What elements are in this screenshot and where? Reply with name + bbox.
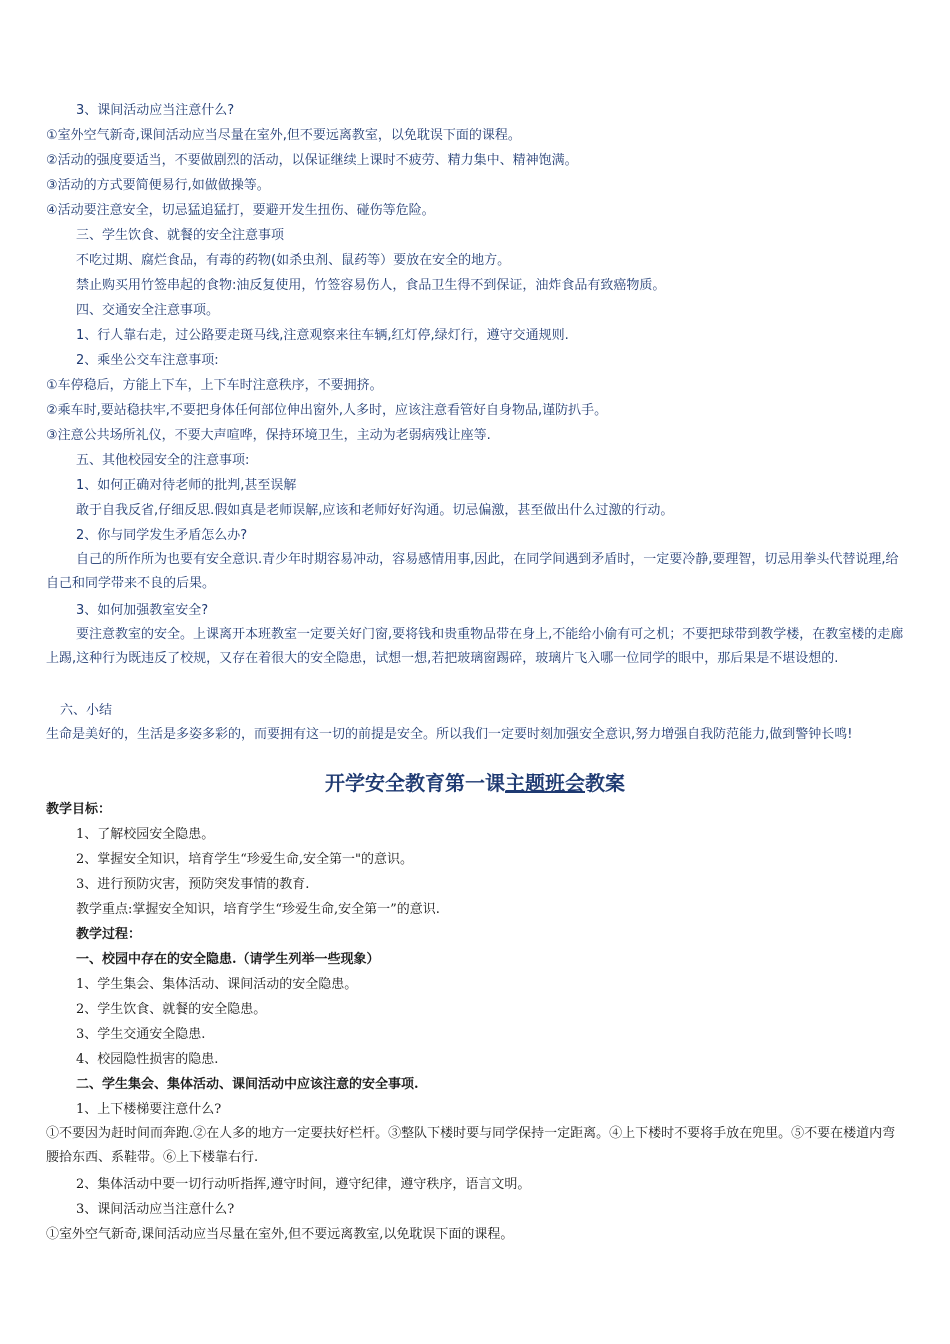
text-line: 敢于自我反省,仔细反思.假如真是老师误解,应该和老师好好沟通。切忌偏激，甚至做出什么过激的行动。 [76,503,674,518]
goal-heading: 教学目标： [46,802,112,817]
section-heading: 一、校园中存在的安全隐患.（请学生列举一些现象） [76,952,380,967]
text-line: ①车停稳后，方能上下车，上下车时注意秩序，不要拥挤。 [46,378,383,393]
text-line: 1、学生集会、集体活动、课间活动的安全隐患。 [76,977,358,992]
text-line: ③活动的方式要简便易行,如做做操等。 [46,178,270,193]
text-line: ①室外空气新奇,课间活动应当尽量在室外,但不要远离教室，以免耽误下面的课程。 [46,128,521,143]
section-heading: 四、交通安全注意事项。 [76,303,220,318]
section-heading: 五、其他校园安全的注意事项: [76,453,250,468]
text-line: 1、如何正确对待老师的批判,甚至误解 [76,478,297,493]
text-line: 3、课间活动应当注意什么? [76,103,235,118]
text-line: 教学重点:掌握安全知识，培育学生“珍爱生命,安全第一”的意识. [76,902,440,917]
text-line: 3、学生交通安全隐患. [76,1027,206,1042]
page-title [0,768,950,798]
paragraph-conflict: 自己的所作所为也要有安全意识.青少年时期容易冲动，容易感情用事,因此，在同学间遇到矛盾时，一定要冷静,要理智，切忌用拳头代替说理,给自己和同学带来不良的后果。 [46,552,899,591]
text-line: 1、了解校园安全隐患。 [76,827,215,842]
text-line: 2、掌握安全知识，培育学生“珍爱生命,安全第一"的意识。 [76,852,414,867]
paragraph-stairs: ①不要因为赶时间而奔跑.②在人多的地方一定要扶好栏杆。③整队下楼时要与同学保持一定距离。④上下楼时不要将手放在兜里。⑤不要在楼道内弯腰拾东西、系鞋带。⑥上下楼靠右行. [46,1126,896,1165]
text-line: 禁止购买用竹签串起的食物:油反复使用，竹签容易伤人，食品卫生得不到保证，油炸食品有致癌物质。 [76,278,666,293]
text-line: 3、进行预防灾害，预防突发事情的教育. [76,877,310,892]
section-heading: 六、小结 [60,703,113,718]
text-line: 2、集体活动中要一切行动听指挥,遵守时间，遵守纪律，遵守秩序，语言文明。 [76,1177,531,1192]
text-line: 3、如何加强教室安全? [76,603,209,618]
text-line: 不吃过期、腐烂食品，有毒的药物(如杀虫剂、鼠药等）要放在安全的地方。 [76,253,511,268]
text-line: ②活动的强度要适当，不要做剧烈的活动，以保证继续上课时不疲劳、精力集中、精神饱满。 [46,153,578,168]
process-heading: 教学过程： [76,927,142,942]
text-line: 1、行人靠右走，过公路要走斑马线,注意观察来往车辆,红灯停,绿灯行，遵守交通规则. [76,328,569,343]
text-line: ③注意公共场所礼仪，不要大声喧哗，保持环境卫生，主动为老弱病残让座等. [46,428,491,443]
section-heading: 三、学生饮食、就餐的安全注意事项 [76,228,285,243]
section-heading: 二、学生集会、集体活动、课间活动中应该注意的安全事项. [76,1077,419,1092]
text-line: 4、校园隐性损害的隐患. [76,1052,219,1067]
text-line: 1、上下楼梯要注意什么? [76,1102,222,1117]
title-text: 开学安全教育第一课 [325,771,505,795]
paragraph-summary: 生命是美好的，生活是多姿多彩的，而要拥有这一切的前提是安全。所以我们一定要时刻加强安全意识,努力增强自我防范能力,做到警钟长鸣! [46,727,853,742]
text-line: 2、你与同学发生矛盾怎么办? [76,528,248,543]
title-link[interactable]: 主题班会 [505,771,585,795]
text-line: ④活动要注意安全，切忌猛追猛打，要避开发生扭伤、碰伤等危险。 [46,203,435,218]
text-line: ①室外空气新奇,课间活动应当尽量在室外,但不要远离教室,以免耽误下面的课程。 [46,1227,514,1242]
text-line: ②乘车时,要站稳扶牢,不要把身体任何部位伸出窗外,人多时，应该注意看管好自身物品,谨防扒手。 [46,403,608,418]
text-line: 2、学生饮食、就餐的安全隐患。 [76,1002,267,1017]
text-line: 3、课间活动应当注意什么? [76,1202,235,1217]
title-text: 教案 [585,771,625,795]
paragraph-classroom: 要注意教室的安全。上课离开本班教室一定要关好门窗,要将钱和贵重物品带在身上,不能给小偷有可之机；不要把球带到教学楼，在教室楼的走廊上踢,这种行为既违反了校规，又存在着很大的安全隐患，试想一想,若把玻璃窗踢碎，玻璃片飞入哪一位同学的眼中，那后果是不堪设想的. [46,627,904,666]
text-line: 2、乘坐公交车注意事项: [76,353,219,368]
